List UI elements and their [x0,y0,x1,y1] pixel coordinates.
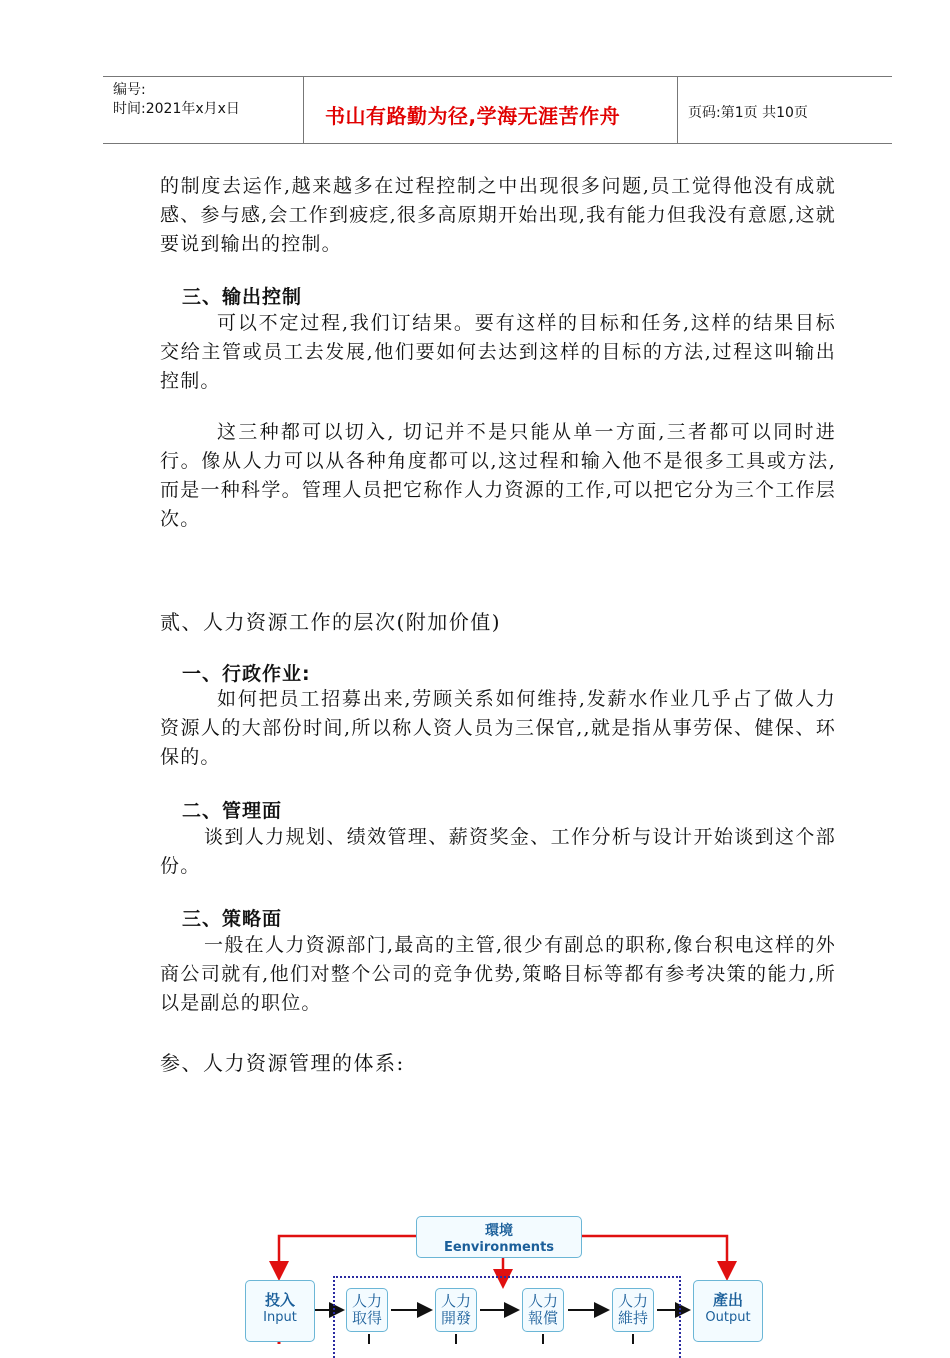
section-heading: 贰、人力资源工作的层次(附加价值) [160,610,502,634]
paragraph: 的制度去运作,越来越多在过程控制之中出现很多问题,员工觉得他没有成就感、参与感,会工作到疲疺,很多高原期开始出现,我有能力但我没有意愿,这就要说到输出的控制。 [160,175,836,255]
stage-box-development [435,1288,477,1332]
stage-label: 報償 [527,1309,558,1327]
paragraph: 谈到人力规划、绩效管理、薪资奖金、工作分析与设计开始谈到这个部份。 [160,826,836,877]
paragraph: 可以不定过程,我们订结果。要有这样的目标和任务,这样的结果目标交给主管或员工去发展,他们要如何去达到这样的目标的方法,过程这叫输出控制。 [160,312,836,392]
paragraph: 这三种都可以切入, 切记并不是只能从单一方面,三者都可以同时进行。像从人力可以从各种角度都可以,这过程和输入他不是很多工具或方法,而是一种科学。管理人员把它称作人力资源的工作,可以把它分为三个工作层次。 [160,421,836,530]
hr-system-diagram [235,1210,775,1344]
stage-box-acquisition [346,1288,388,1332]
header-bottom-rule [103,143,892,144]
header-divider [303,76,304,144]
heading-strategy: 三、策略面 [182,908,283,930]
paragraph: 如何把员工招募出来,劳顾关系如何维持,发薪水作业几乎占了做人力资源人的大部份时间,所以称人资人员为三保官,,就是指从事劳保、健保、环保的。 [160,688,836,768]
input-label-zh: 投入 [264,1291,295,1309]
environment-label-zh: 環境 [485,1223,513,1239]
stage-label: 人力 [440,1292,471,1310]
env-to-input-arrow [279,1236,416,1276]
stage-label: 人力 [617,1292,648,1310]
header-divider [677,76,678,144]
output-label-zh: 產出 [712,1291,743,1309]
paragraph: 一般在人力资源部门,最高的主管,很少有副总的职称,像台积电这样的外商公司就有,他们对整个公司的竞争优势,策略目标等都有参考决策的能力,所以是副总的职位。 [160,934,836,1014]
stage-label: 維持 [617,1309,648,1327]
header-top-rule [103,76,892,77]
heading-output-control: 三、输出控制 [182,286,303,308]
environment-label-en: Eenvironments [443,1240,555,1255]
stage-label: 人力 [351,1292,382,1310]
page-indicator: 页码:第1页 共10页 [688,105,808,121]
document-header [103,76,892,144]
env-to-output-arrow [580,1236,727,1276]
header-motto: 书山有路勤为径,学海无涯苦作舟 [325,104,621,128]
output-label-en: Output [705,1310,751,1325]
heading-management: 二、管理面 [182,800,283,822]
heading-admin: 一、行政作业: [182,663,311,685]
section-heading: 参、人力资源管理的体系: [160,1051,405,1075]
input-box [245,1280,315,1342]
output-box [693,1280,763,1342]
input-label-en: Input [263,1310,297,1325]
stage-label: 人力 [527,1292,558,1310]
doc-time-label: 时间:2021年x月x日 [113,101,240,117]
stage-box-maintenance [612,1288,654,1332]
stage-label: 開發 [440,1309,471,1327]
environment-box [416,1216,582,1258]
doc-number-label: 编号: [113,82,146,98]
stage-label: 取得 [351,1309,382,1327]
stage-box-compensation [522,1288,564,1332]
